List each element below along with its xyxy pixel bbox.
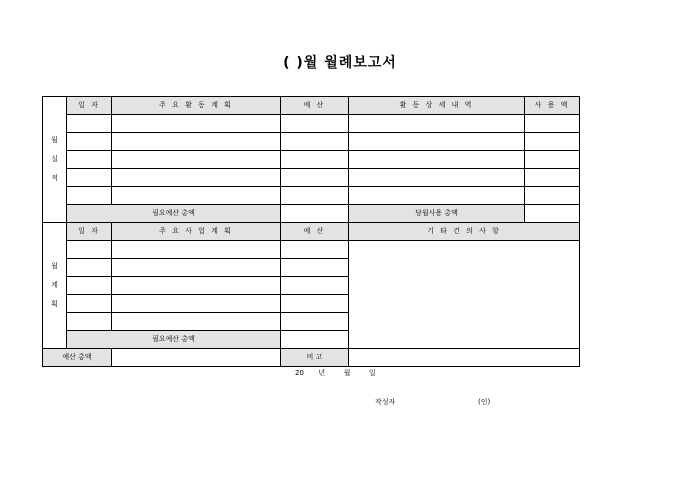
date-cell[interactable] [67, 277, 112, 295]
budget-cell[interactable] [281, 133, 349, 151]
report-title: ( )월 월례보고서 [283, 55, 397, 71]
date-cell[interactable] [67, 151, 112, 169]
report-table [42, 96, 580, 367]
plan-cell[interactable] [112, 277, 281, 295]
plan-cell[interactable] [112, 313, 281, 331]
used-cell[interactable] [525, 133, 580, 151]
date-cell[interactable] [67, 133, 112, 151]
detail-cell[interactable] [349, 169, 525, 187]
budget-cell[interactable] [281, 295, 349, 313]
plan-cell[interactable] [112, 115, 281, 133]
used-cell[interactable] [525, 169, 580, 187]
budget-total-label: 예산 총액 [43, 349, 112, 367]
report-date [295, 368, 376, 378]
performance-budget-header: 예 산 [281, 97, 349, 115]
used-cell[interactable] [525, 115, 580, 133]
date-cell[interactable] [67, 169, 112, 187]
date-cell[interactable] [67, 187, 112, 205]
budget-cell[interactable] [281, 241, 349, 259]
used-cell[interactable] [525, 187, 580, 205]
plan-cell[interactable] [112, 187, 281, 205]
other-matters-cell[interactable] [349, 241, 580, 349]
planning-other-header: 기 타 건 의 사 항 [349, 223, 580, 241]
year-prefix: 20 [295, 369, 304, 377]
planning-header-row [43, 223, 580, 241]
date-cell[interactable] [67, 295, 112, 313]
performance-used-header: 사 용 액 [525, 97, 580, 115]
performance-row [43, 115, 580, 133]
writer-label: 작성자 [375, 398, 396, 406]
performance-total-used-value[interactable] [525, 205, 580, 223]
year-label: 년 [318, 369, 326, 377]
remark-value[interactable] [349, 349, 580, 367]
budget-total-value[interactable] [112, 349, 281, 367]
budget-cell[interactable] [281, 187, 349, 205]
month-label: 월 [343, 369, 351, 377]
date-cell[interactable] [67, 115, 112, 133]
detail-cell[interactable] [349, 187, 525, 205]
detail-cell[interactable] [349, 115, 525, 133]
performance-plan-header: 주 요 활 동 계 획 [112, 97, 281, 115]
performance-side-label: 월 실 적 [43, 97, 67, 223]
performance-total-used-label: 당월사용 총액 [349, 205, 525, 223]
budget-cell[interactable] [281, 259, 349, 277]
footer-row [43, 349, 580, 367]
performance-row [43, 187, 580, 205]
planning-side-label: 월 계 획 [43, 223, 67, 349]
performance-detail-header: 활 동 상 세 내 역 [349, 97, 525, 115]
planning-row [43, 241, 580, 259]
detail-cell[interactable] [349, 133, 525, 151]
day-label: 일 [368, 369, 376, 377]
date-cell[interactable] [67, 241, 112, 259]
budget-cell[interactable] [281, 277, 349, 295]
performance-row [43, 151, 580, 169]
planning-total-budget-value[interactable] [281, 331, 349, 349]
date-cell[interactable] [67, 313, 112, 331]
plan-cell[interactable] [112, 169, 281, 187]
detail-cell[interactable] [349, 151, 525, 169]
plan-cell[interactable] [112, 295, 281, 313]
date-cell[interactable] [67, 259, 112, 277]
plan-cell[interactable] [112, 241, 281, 259]
planning-total-budget-label: 필요예산 총액 [67, 331, 281, 349]
performance-row [43, 133, 580, 151]
plan-cell[interactable] [112, 133, 281, 151]
performance-row [43, 169, 580, 187]
budget-cell[interactable] [281, 169, 349, 187]
performance-date-header: 일 자 [67, 97, 112, 115]
performance-total-budget-value[interactable] [281, 205, 349, 223]
budget-cell[interactable] [281, 151, 349, 169]
performance-header-row [43, 97, 580, 115]
used-cell[interactable] [525, 151, 580, 169]
planning-plan-header: 주 요 사 업 계 획 [112, 223, 281, 241]
remark-label: 비 고 [281, 349, 349, 367]
seal-label: (인) [478, 398, 491, 406]
plan-cell[interactable] [112, 259, 281, 277]
budget-cell[interactable] [281, 115, 349, 133]
performance-total-budget-label: 필요예산 총액 [67, 205, 281, 223]
planning-budget-header: 예 산 [281, 223, 349, 241]
budget-cell[interactable] [281, 313, 349, 331]
plan-cell[interactable] [112, 151, 281, 169]
planning-date-header: 일 자 [67, 223, 112, 241]
performance-total-row [43, 205, 580, 223]
